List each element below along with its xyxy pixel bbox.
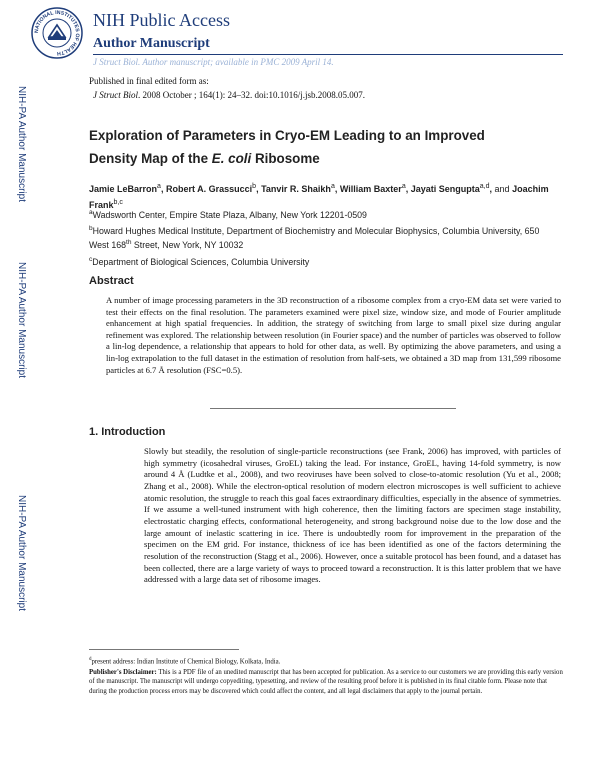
- title-organism: E. coli: [211, 151, 252, 166]
- abstract-heading: Abstract: [89, 275, 134, 287]
- availability-text: . Author manuscript; available in PMC 2009 April 14.: [138, 57, 334, 67]
- citation-journal: J Struct Biol: [93, 90, 138, 100]
- affiliation-text-end: Street, New York, NY 10032: [131, 239, 244, 250]
- footnote-present-address: [89, 655, 280, 666]
- author-name: Robert A. Grassucci: [165, 184, 253, 194]
- article-title: [89, 124, 559, 170]
- published-label: Published in final edited form as:: [89, 76, 209, 86]
- author-name: Jayati Sengupta: [410, 184, 480, 194]
- affiliation-text: Howard Hughes Medical Institute, Department of Biochemistry and Molecular Biophysics, Columbia University, 650 West 168: [89, 225, 540, 250]
- header-rule: [93, 54, 563, 55]
- introduction-heading: 1. Introduction: [89, 426, 166, 438]
- abstract-divider: [210, 408, 456, 409]
- citation: [93, 89, 365, 101]
- citation-details: . 2008 October ; 164(1): 24–32. doi:10.1016/j.jsb.2008.05.007.: [138, 90, 365, 100]
- seal-lettering: NATIONAL INSTITUTES OF HEALTH: [33, 9, 81, 57]
- author-name: Joachim Frank: [89, 184, 549, 210]
- affiliation-c: [89, 254, 559, 268]
- affiliation-marker: b: [89, 225, 93, 232]
- author-affil: b: [252, 183, 257, 190]
- introduction-text: Slowly but steadily, the resolution of single-particle reconstructions (see Frank, 2006) has improved, with particles of high symmetry (icosahedral viruses, GroEL) taking the lead. For instance, GroEL, having 14-fold symmetry, is now around 4 Å (Ludtke et al., 2008), and two reoviruses have been solved to close-to-atomic resolution (Yu et al., 2008; Zhang et al., 2008). While the electron-optical resolution of modern electron microscopes is well sufficient to achieve atomic resolution, the struggle to reach this goal faces extraordinary difficulties, especially in the absence of symmetries. If we assume a well-tuned instrument with high coherence, then the limiting factors are specimen stage instability, electrostatic charging effects, conformational heterogeneity, and strong background noise due to the low dose and the large amount of inelastic scattering in ice. There is undoubtedly room for improvement in the preparation of the specimen on the EM grid. For instance, thickness of ice has been identified as one of the factors determining the resolution of the reconstruction (Stagg et al., 2006). However, once a suitable protocol has been found, and a dataset has been collected, there are a large variety of ways to proceed toward a reconstruction. It is this latter problem that we have addressed with a large data set of ribosome images.: [144, 446, 561, 585]
- author-name: Jamie LeBarron: [89, 184, 158, 194]
- title-line-1: Exploration of Parameters in Cryo-EM Leading to an Improved: [89, 128, 485, 143]
- abstract-text: A number of image processing parameters in the 3D reconstruction of a ribosome complex from a cryo-EM data set were varied to test their effects on the final resolution. The parameters examined were pixel size, window size, and mode of Fourier amplitude enhancement at high spatial frequencies. In addition, the strategy of switching from large to small pixel size during angular refinement was explored. The relationship between resolution (in Fourier space) and the number of particles was observed to follow a lin-log dependence, a relationship that appears to hold for other data, as well. By optimizing the above parameters, and using a lin-log extrapolation to the full dataset in the estimation of resolution from half-sets, we obtained a 3D map from 131,599 ribosome particles at 6.7 Å resolution (FSC=0.5).: [106, 295, 561, 375]
- author-affil: a,d: [479, 183, 490, 190]
- author-affil: b,c: [113, 199, 123, 206]
- author-manuscript-subtitle: Author Manuscript: [93, 36, 210, 51]
- public-access-title: NIH Public Access: [93, 10, 230, 30]
- author-name: Tanvir R. Shaikh: [261, 184, 331, 194]
- author-name: William Baxter: [339, 184, 402, 194]
- disclaimer-label: Publisher's Disclaimer:: [89, 669, 157, 676]
- author-affil: a: [330, 183, 335, 190]
- title-line-2-start: Density Map of the: [89, 151, 212, 166]
- side-label-top: NIH-PA Author Manuscript: [16, 86, 27, 202]
- side-label-middle: NIH-PA Author Manuscript: [16, 262, 27, 378]
- author-affil: a: [401, 183, 406, 190]
- author-and: and: [494, 184, 510, 194]
- publisher-disclaimer: [89, 668, 564, 696]
- footnote-divider: [89, 649, 239, 650]
- affiliation-marker: a: [89, 209, 93, 216]
- affiliation-a: [89, 207, 559, 221]
- nih-seal-logo: [30, 6, 84, 60]
- ordinal-suffix: th: [126, 238, 132, 246]
- affiliation-b: [89, 223, 559, 251]
- author-list: Jamie LeBarron$^a$, Robert A. Grassucci$^b$, Tanvir R. Shaikh$^a$, William Baxter$^a$, Jayati Sengupta$^{a,d}$, and Joachim Frank$^{b,c}$: [89, 183, 549, 210]
- footnote-marker: d: [89, 657, 92, 662]
- disclaimer-text: This is a PDF file of an unedited manuscript that has been accepted for publication. As a service to our customers we are providing this early version of the manuscript. The manuscript will undergo copyediting, typesetting, and review of the resulting proof before it is published in its final citable form. Please note that during the production process errors may be discovered which could affect the content, and all legal disclaimers that apply to the journal pertain.: [89, 669, 563, 695]
- side-label-bottom: NIH-PA Author Manuscript: [16, 495, 27, 611]
- author-affil: a: [157, 183, 161, 190]
- availability-note: [93, 56, 334, 68]
- affiliation-text: Wadsworth Center, Empire State Plaza, Albany, New York 12201-0509: [92, 209, 367, 220]
- affiliation-marker: c: [89, 256, 93, 263]
- footnote-text: present address: Indian Institute of Chemical Biology, Kolkata, India.: [91, 658, 281, 666]
- title-line-2-end: Ribosome: [251, 151, 320, 166]
- availability-journal: J Struct Biol: [93, 57, 138, 67]
- affiliation-text: Department of Biological Sciences, Columbia University: [92, 256, 310, 267]
